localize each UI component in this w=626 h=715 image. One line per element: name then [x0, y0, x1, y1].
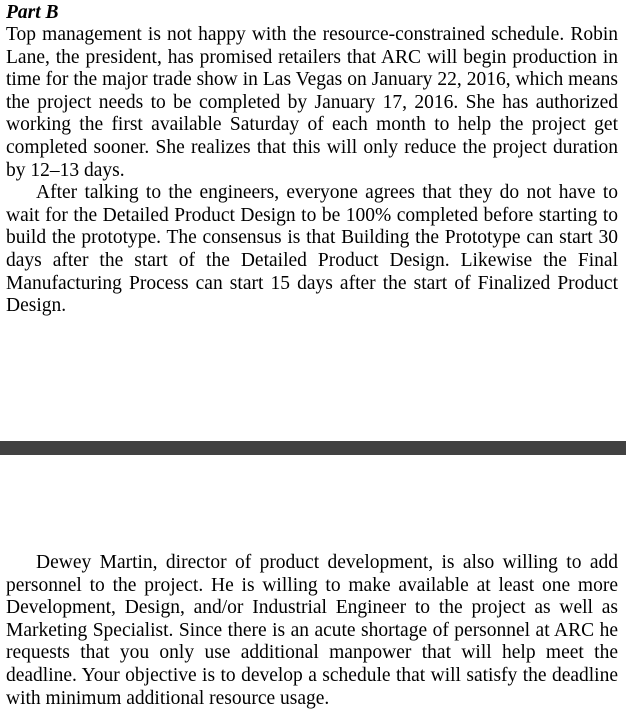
paragraph-resource-constrained-schedule: Top management is not happy with the resource-constrained schedule. Robin Lane, the president, has promised retailers that ARC will begin production in time for the major trade show in Las Vegas on January 22, 2016, which means the project needs to be completed by January 17, 2016. She has authorized working the first available Saturday of each month to help the project get completed sooner. She realizes that this will only reduce the project duration by 12–13 days. — [6, 24, 618, 181]
page-top-section — [6, 2, 618, 318]
paragraph-engineers-agreement: After talking to the engineers, everyone agrees that they do not have to wait for the Detailed Product Design to be 100% completed before starting to build the prototype. The consensus is that Building the Prototype can start 30 days after the start of the Detailed Product Design. Likewise the Final Manufacturing Process can start 15 days after the start of Finalized Product Design. — [6, 182, 618, 317]
page-bottom-section — [6, 552, 618, 710]
paragraph-additional-personnel: Dewey Martin, director of product development, is also willing to add personnel to the project. He is willing to make available at least one more Development, Design, and/or Industrial Engineer to the project as well as Marketing Specialist. Since there is an acute shortage of personnel at ARC he requests that you only use additional manpower that will help meet the deadline. Your objective is to develop a schedule that will satisfy the deadline with minimum additional resource usage. — [6, 552, 618, 709]
part-b-heading: Part B — [6, 2, 59, 23]
page-divider-bar — [0, 441, 626, 455]
